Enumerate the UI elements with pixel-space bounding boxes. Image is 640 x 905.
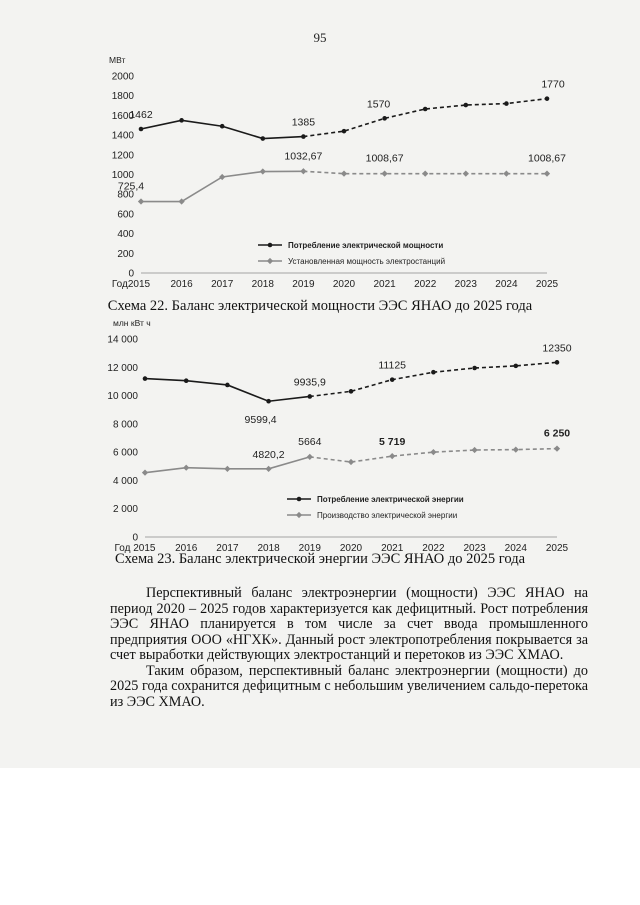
y-tick-label: 2 000 [112,504,138,516]
data-label: 725,4 [117,180,145,193]
series-line-forecast [310,359,557,396]
data-label: 9599,4 [244,414,277,427]
data-point [308,394,313,399]
x-tick-label: 2018 [257,543,280,554]
x-tick-label: 2020 [339,543,363,554]
data-point [184,378,189,383]
y-tick-label: 800 [117,189,134,201]
y-axis-unit-label: МВт [109,55,126,65]
data-point [514,364,519,369]
data-label: 11125 [378,359,407,372]
x-tick-label: 2021 [381,543,404,554]
series-line-forecast [303,99,547,137]
legend-marker [267,258,273,264]
x-tick-label: 2022 [414,279,437,290]
y-tick-label: 200 [117,248,134,260]
data-point [265,466,271,472]
legend-marker [297,497,302,502]
data-point [307,454,313,460]
y-tick-label: 0 [128,268,134,280]
data-point [220,124,225,129]
y-axis-unit-label: млн кВт ч [113,318,151,328]
data-label: 9935,9 [293,376,326,389]
data-point [138,198,144,204]
legend-entry: Установленная мощность электростанций [288,257,446,266]
data-point [142,470,148,476]
legend-entry: Потребление электрической мощности [288,241,444,250]
paragraph-1: Перспективный баланс электроэнергии (мощности) ЭЭС ЯНАО на период 2020 – 2025 годов характеризуется как дефицитный. Рост потребления ЭЭС ЯНАО планируется в том числе за счет ввода промышленного предприятия ООО «НГХК». Данный рост электропотребления покрывается за счет выработки действующих электростанций и перетоков из ЭЭС ХМАО. [110,585,588,663]
power-balance-chart [0,52,640,297]
data-label: 5664 [298,435,322,448]
data-point [555,360,560,365]
data-point [183,465,189,471]
data-point [463,171,469,177]
y-tick-label: 600 [117,209,134,221]
data-point [422,171,428,177]
x-tick-label: 2017 [216,543,239,554]
x-tick-label: Год2015 [111,279,151,290]
x-tick-label: 2025 [545,543,569,554]
paragraph-2: Таким образом, перспективный баланс электроэнергии (мощности) до 2025 года сохранится дефицитным с небольшим увеличением сальдо-перетока из ЭЭС ХМАО. [110,662,588,710]
data-point [261,136,266,141]
x-tick-label: 2023 [454,279,477,290]
x-tick-label: Год 2015 [114,543,156,554]
legend-entry: Производство электрической энергии [317,511,458,520]
data-point [390,377,395,382]
x-tick-label: 2019 [292,279,315,290]
data-label: 6 250 [543,427,571,440]
data-point [225,383,230,388]
x-tick-label: 2024 [504,543,527,554]
data-point [143,376,148,381]
data-point [260,168,266,174]
data-point [381,171,387,177]
y-tick-label: 8 000 [112,419,138,431]
y-tick-label: 2000 [111,71,134,83]
legend-entry: Потребление электрической энергии [317,495,464,504]
data-point [139,127,144,132]
x-tick-label: 2016 [175,543,198,554]
x-tick-label: 2025 [535,279,559,290]
data-label: 1008,67 [365,152,404,165]
data-point [544,171,550,177]
data-point [342,129,347,134]
data-label: 12350 [542,342,572,355]
data-point [472,366,477,371]
energy-balance-chart [0,318,640,554]
body-text [110,586,588,710]
data-point [224,466,230,472]
series-line-actual [141,120,303,138]
y-tick-label: 1400 [111,130,134,142]
data-label: 1770 [541,78,565,91]
data-label: 1462 [129,108,153,121]
chart2-caption: Схема 23. Баланс электрической энергии ЭЭС ЯНАО до 2025 года [114,551,526,567]
data-label: 1032,67 [284,150,323,163]
y-tick-label: 1200 [111,150,134,162]
series-line-actual [145,379,310,402]
y-tick-label: 1600 [111,110,134,122]
data-point [464,103,469,108]
legend-marker [268,243,273,248]
data-point [349,389,354,394]
data-point [301,134,306,139]
x-tick-label: 2024 [495,279,518,290]
y-tick-label: 6 000 [112,447,138,459]
y-tick-label: 1000 [111,170,134,181]
data-point [431,370,436,375]
y-tick-label: 14 000 [107,334,138,346]
data-point [513,446,519,452]
data-point [266,399,271,404]
y-tick-label: 400 [117,229,134,241]
x-tick-label: 2016 [170,279,193,290]
data-point [341,171,347,177]
data-point [179,118,184,123]
data-label: 1385 [291,116,316,129]
x-tick-label: 2017 [211,279,234,290]
y-tick-label: 12 000 [107,362,138,374]
data-point [554,445,560,451]
data-point [423,107,428,112]
data-point [348,459,354,465]
page-number: 95 [313,30,327,45]
x-tick-label: 2023 [463,543,486,554]
data-label: 4820,2 [252,448,285,461]
x-tick-label: 2022 [422,543,445,554]
data-point [430,449,436,455]
data-label: 5 719 [379,436,406,449]
data-label: 1008,67 [528,152,566,165]
data-point [504,101,509,106]
legend-marker [296,512,302,518]
data-point [382,116,387,121]
data-label: 1570 [366,98,391,111]
y-tick-label: 0 [132,532,138,544]
data-point [389,453,395,459]
x-tick-label: 2020 [332,279,356,290]
x-tick-label: 2018 [251,279,274,290]
y-tick-label: 1800 [111,91,134,103]
y-tick-label: 4 000 [112,475,138,487]
data-point [545,96,550,101]
data-point [471,447,477,453]
data-point [503,171,509,177]
data-point [300,168,306,174]
x-tick-label: 2019 [298,543,321,554]
x-tick-label: 2021 [373,279,396,290]
chart1-caption: Схема 22. Баланс электрической мощности ЭЭС ЯНАО до 2025 года [107,298,533,314]
y-tick-label: 10 000 [107,391,138,403]
